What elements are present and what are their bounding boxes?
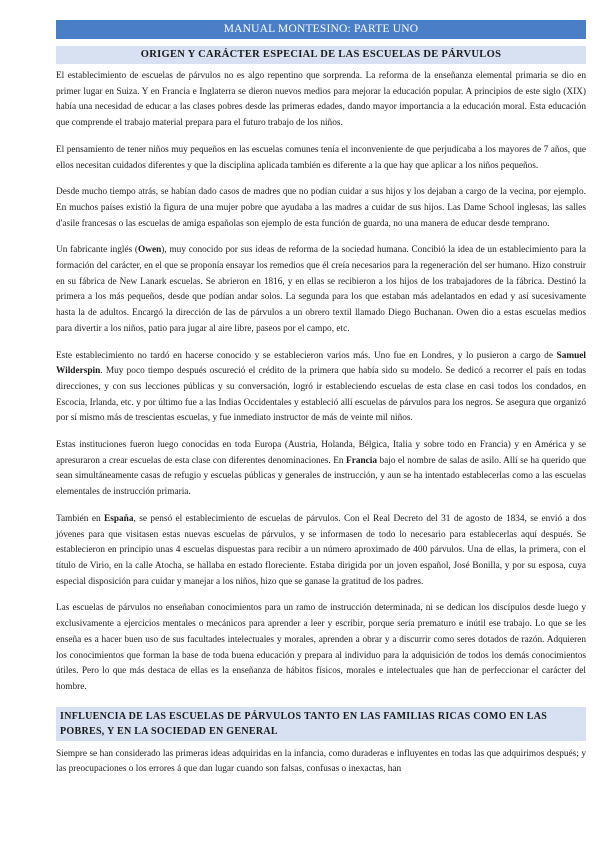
emphasized-term: Owen [138, 245, 162, 256]
paragraph-teaching-method: Las escuelas de párvulos no enseñaban conocimientos para un ramo de instrucción determinada, ni se dedican los discípulos desde luego y exclusivamente a ejercicios mentales o mecánicos para aprender a leer y escribir, porque sería prematuro e inútil ese trabajo. Lo que se les enseña es a hacer buen uso de sus facultades intelectuales y morales, aprenden a obrar y a discurrir como seres dotados de razón. Adquieren los conocimientos que forman la base de toda buena educación y prepara al individuo para la adquisición de todos los demás conocimientos útiles. Pero lo que más destaca de ellas es la enseñanza de hábitos físicos, morales e intelectuales que han de perfeccionar el carácter del hombre. [56, 603, 586, 692]
paragraph-spain: También en España, se pensó el establecimiento de escuelas de párvulos. Con el Real Decreto del 31 de agosto de 1834, se envió a dos jóvenes para que visitasen estas nuevas escuelas de párvulos, y se informasen de todo lo necesario para establecerlas aquí después. Se establecieron en principio unas 4 escuelas dispuestas para recibir a un número aproximado de 400 párvulos. Una de ellas, la primera, con el título de Virio, en la calle Atocha, se hallaba en estado floreciente. Estaba dirigida por un joven español, José Bonilla, y por su esposa, cuya especial disposición para cuidar y manejar a los niños, hizo que se ganase la gratitud de los padres. [56, 513, 586, 587]
paragraph-europe-america: Estas instituciones fueron luego conocidas en toda Europa (Austria, Holanda, Bélgica, Italia y sobre todo en Francia) y en América y se apresuraron a crear escuelas de esta clase con diferentes denominaciones. En Francia bajo el nombre de salas de asilo. Allí se ha querido que sean simultáneamente casas de refugio y escuelas públicas y generales de instrucción, y aun se ha intentado establecerlas como a las escuelas elementales de instrucción primaria. [56, 440, 586, 498]
paragraph-influence-intro: Siempre se han considerado las primeras ideas adquiridas en la infancia, como duraderas e influyentes en todas las que adquirimos después; y las preocupaciones o los errores á que dan lugar cuando son falsas, confusas o inexactas, han [56, 748, 586, 775]
section-2-title: INFLUENCIA DE LAS ESCUELAS DE PÁRVULOS TANTO EN LAS FAMILIAS RICAS COMO EN LAS POBRES, Y EN LA SOCIEDAD EN GENERAL [56, 707, 586, 741]
paragraph-small-children: El pensamiento de tener niños muy pequeños en las escuelas comunes tenía el inconveniente de que perjudicaba a los mayores de 7 años, que ellos necesitan cuidados diferentes y que la disciplina aplicada también es diferente a la que hay que aplicar a los niños pequeños. [56, 144, 586, 171]
document-body [56, 69, 586, 789]
paragraph-wilderspin: Este establecimiento no tardó en hacerse conocido y se establecieron varios más. Uno fue en Londres, y lo pusieron a cargo de Samuel Wilderspin. Muy poco tiempo después oscureció el crédito de la primera que había sido su modelo. Se dedicó a recorrer el país en todas direcciones, y con sus lecciones públicas y su conversación, logró ir estableciendo escuelas de esta clase en casi todos los condados, en Escocia, Irlanda, etc. y por último fue a las Indias Occidentales y estableció allí escuelas de párvulos para los negros. Se asegura que organizó por sí mismo más de trescientas escuelas, y fue inmediato instructor de más de veinte mil niños. [56, 350, 586, 424]
document-header-title: MANUAL MONTESINO: PARTE UNO [223, 23, 419, 35]
paragraph-owen: Un fabricante inglés (Owen), muy conocido por sus ideas de reforma de la sociedad humana. Concibió la idea de un establecimiento para la formación del carácter, en el que se proponía ensayar los remedios que él creía necesarios para la regeneración del ser humano. Hizo construir en su fábrica de New Lanark escuelas. Se abrieron en 1816, y en ellas se recibieron a los hijos de los trabajadores de la fábrica. Destinó la primera a los más pequeños, desde que podían andar solos. La segunda para los que estaban más adelantados en edad y así sucesivamente hasta la de adultos. Encargó la dirección de las de párvulos a un obrero textil llamado Diego Buchanan. Owen dio a estas escuelas medios para divertir a los niños, patio para jugar al aire libre, paseos por el campo, etc. [56, 245, 586, 334]
emphasized-term: Samuel Wilderspin [56, 350, 586, 377]
paragraph-dame-schools: Desde mucho tiempo atrás, se habían dado casos de madres que no podían cuidar a sus hijos y los dejaban a cargo de la vecina, por ejemplo. En muchos países existió la figura de una mujer pobre que ayudaba a las madres a cuidar de sus hijos. Las Dame School inglesas, las salles d'asile francesas o las escuelas de amiga españolas son ejemplo de esta función de guarda, no una manera de educar desde temprano. [56, 187, 586, 229]
document-header-bar [56, 20, 586, 39]
emphasized-term: Francia [346, 455, 378, 466]
emphasized-term: España [104, 513, 134, 524]
paragraph-origin-intro: El establecimiento de escuelas de párvulos no es algo repentino que sorprenda. La reforma de la enseñanza elemental primaria se dio en primer lugar en Suiza. Y en Francia e Inglaterra se dieron nuevos medios para mejorar la educación popular. A principios de este siglo (XIX) había una necesidad de educar a las clases pobres desde las primeras edades, dando mayor importancia a la educación moral. Esta educación que comprende el trabajo material prepara para el futuro trabajo de los niños. [56, 71, 586, 129]
section-1-title: ORIGEN Y CARÁCTER ESPECIAL DE LAS ESCUELAS DE PÁRVULOS [56, 46, 586, 64]
